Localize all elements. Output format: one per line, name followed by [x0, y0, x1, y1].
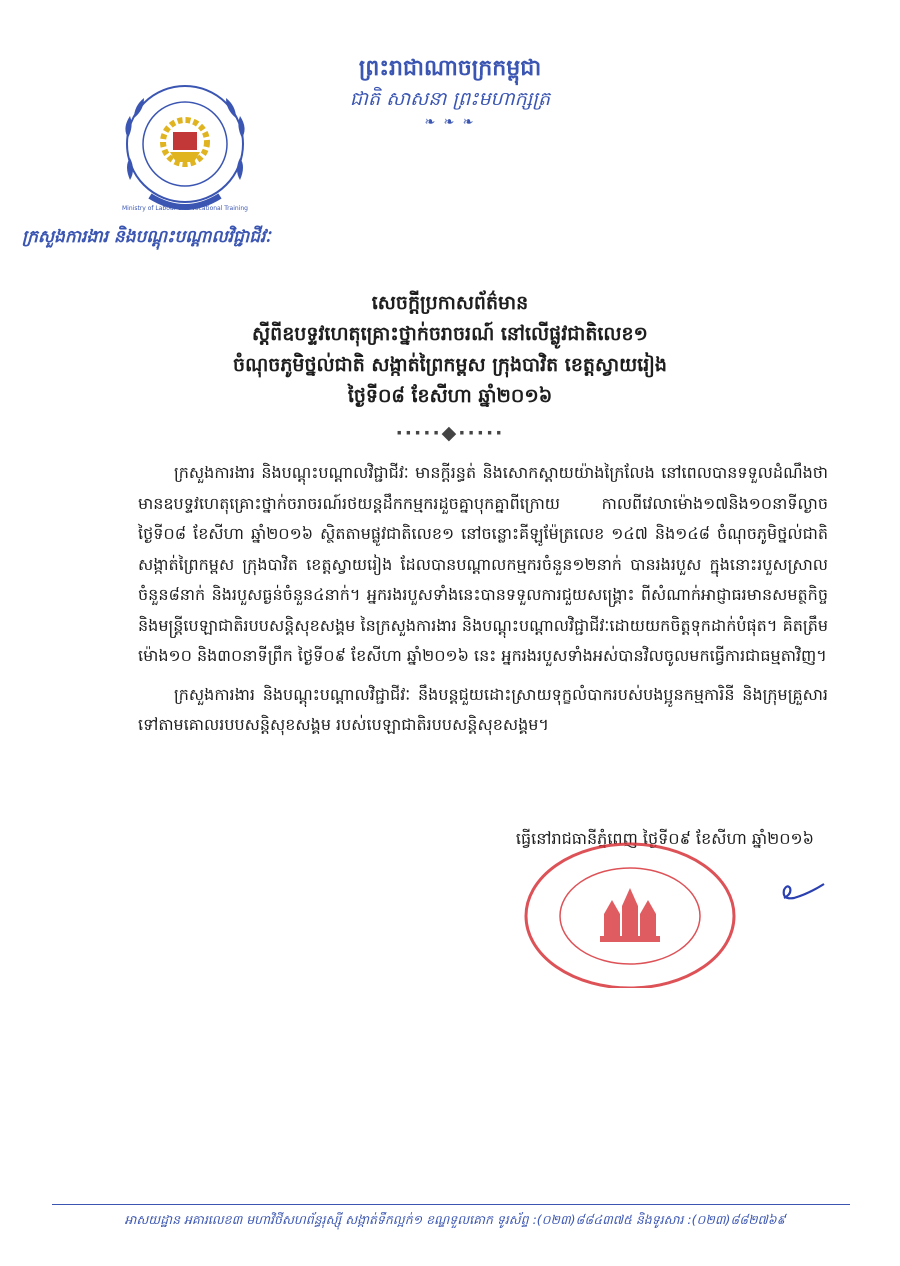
signature-icon — [778, 876, 834, 906]
body-paragraph-1: ក្រសួងការងារ និងបណ្តុះបណ្តាលវិជ្ជាជីវៈ មានក្តីរន្ធត់ និងសោកស្តាយយ៉ាងក្រៃលែង នៅពេលបានទទួលដំណឹងថា មានឧបទ្ទវហេតុគ្រោះថ្នាក់ចរាចរណ៍រថយន្តដឹកកម្មករដួចគ្នាបុកគ្នាពីក្រោយ កាលពីវេលាម៉ោង១៧និង១០នាទីល្ងាច ថ្ងៃទី០៨ ខែសីហា ឆ្នាំ២០១៦ ស្ថិតតាមផ្លូវជាតិលេខ១ នៅចន្លោះគីឡូម៉ែត្រលេខ ១៤៧ និង១៤៨ ចំណុចភូមិថ្នល់ជាតិ សង្កាត់ព្រៃកម្ពស ក្រុងបាវិត ខេត្តស្វាយរៀង ដែលបានបណ្តាលកម្មករចំនួន១២នាក់ បានរងរបួស ក្នុងនោះរបួសស្រាលចំនួន៨នាក់ និងរបួសធ្ងន់ចំនួន៤នាក់។ អ្នករងរបួសទាំងនេះបានទទួលការជួយសង្គ្រោះ ពីសំណាក់អាជ្ញាធរមានសមត្ថកិច្ច និងមន្ត្រីបេឡាជាតិរបបសន្តិសុខសង្គម នៃក្រសួងការងារ និងបណ្តុះបណ្តាលវិជ្ជាជីវៈដោយយកចិត្តទុកដាក់បំផុត។ គិតត្រឹមម៉ោង១០ និង៣០នាទីព្រឹក ថ្ងៃទី០៩ ខែសីហា ឆ្នាំ២០១៦ នេះ អ្នករងរបួសទាំងអស់បានវិលចូលមកធ្វើការជាធម្មតាវិញ។ — [138, 463, 828, 665]
title-line-2: ស្តីពីឧបទ្ទវហេតុគ្រោះថ្នាក់ចរាចរណ៍ នៅលើផ្លូវជាតិលេខ១ — [252, 323, 648, 345]
official-seal-icon — [520, 838, 740, 988]
document-body — [138, 458, 828, 749]
ministry-logo-icon — [110, 78, 260, 218]
closing-date-place: ធ្វើនៅរាជធានីភ្នំពេញ ថ្ងៃទី០៩ ខែសីហា ឆ្នាំ២០១៦ — [515, 829, 814, 848]
title-line-3: ចំណុចភូមិថ្នល់ជាតិ សង្កាត់ព្រៃកម្ពស ក្រុងបាវិត ខេត្តស្វាយរៀង — [233, 354, 667, 376]
footer-address: អាសយដ្ឋាន អគារលេខ៣ មហាវិថីសហព័ន្ធរុស្ស៊ី សង្កាត់ទឹកល្អក់១ ខណ្ឌទួលគោក ទូរស័ព្ទ :(០២៣)៨៨៤៣៧៥ និងទូរសារ :(០២៣)៨៨២៧៦៩ — [124, 1212, 786, 1227]
kingdom-header — [300, 54, 600, 130]
ministry-name: ក្រសួងការងារ និងបណ្តុះបណ្តាលវិជ្ជាជីវៈ — [22, 227, 271, 247]
footer-divider — [52, 1204, 850, 1205]
title-line-4: ថ្ងៃទី០៨ ខែសីហា ឆ្នាំ២០១៦ — [347, 385, 553, 407]
kingdom-ornament: ❧ ❧ ❧ — [424, 115, 476, 130]
national-motto: ជាតិ សាសនា ព្រះមហាក្សត្រ — [349, 88, 551, 110]
title-ornament: ·····◆····· — [395, 422, 505, 444]
document-title — [120, 288, 780, 449]
svg-text:Ministry of Labour and Vocatio: Ministry of Labour and Vocational Training — [122, 205, 248, 212]
title-line-1: សេចក្តីប្រកាសព័ត៌មាន — [371, 292, 529, 314]
kingdom-title: ព្រះរាជាណាចក្រកម្ពុជា — [358, 56, 542, 81]
body-paragraph-2: ក្រសួងការងារ និងបណ្តុះបណ្តាលវិជ្ជាជីវៈ នឹងបន្តជួយដោះស្រាយទុក្ខលំបាករបស់បងប្អូនកម្មការិនី និងក្រុមគ្រួសារទៅតាមគោលរបបសន្តិសុខសង្គម របស់បេឡាជាតិរបបសន្តិសុខសង្គម។ — [138, 684, 828, 734]
